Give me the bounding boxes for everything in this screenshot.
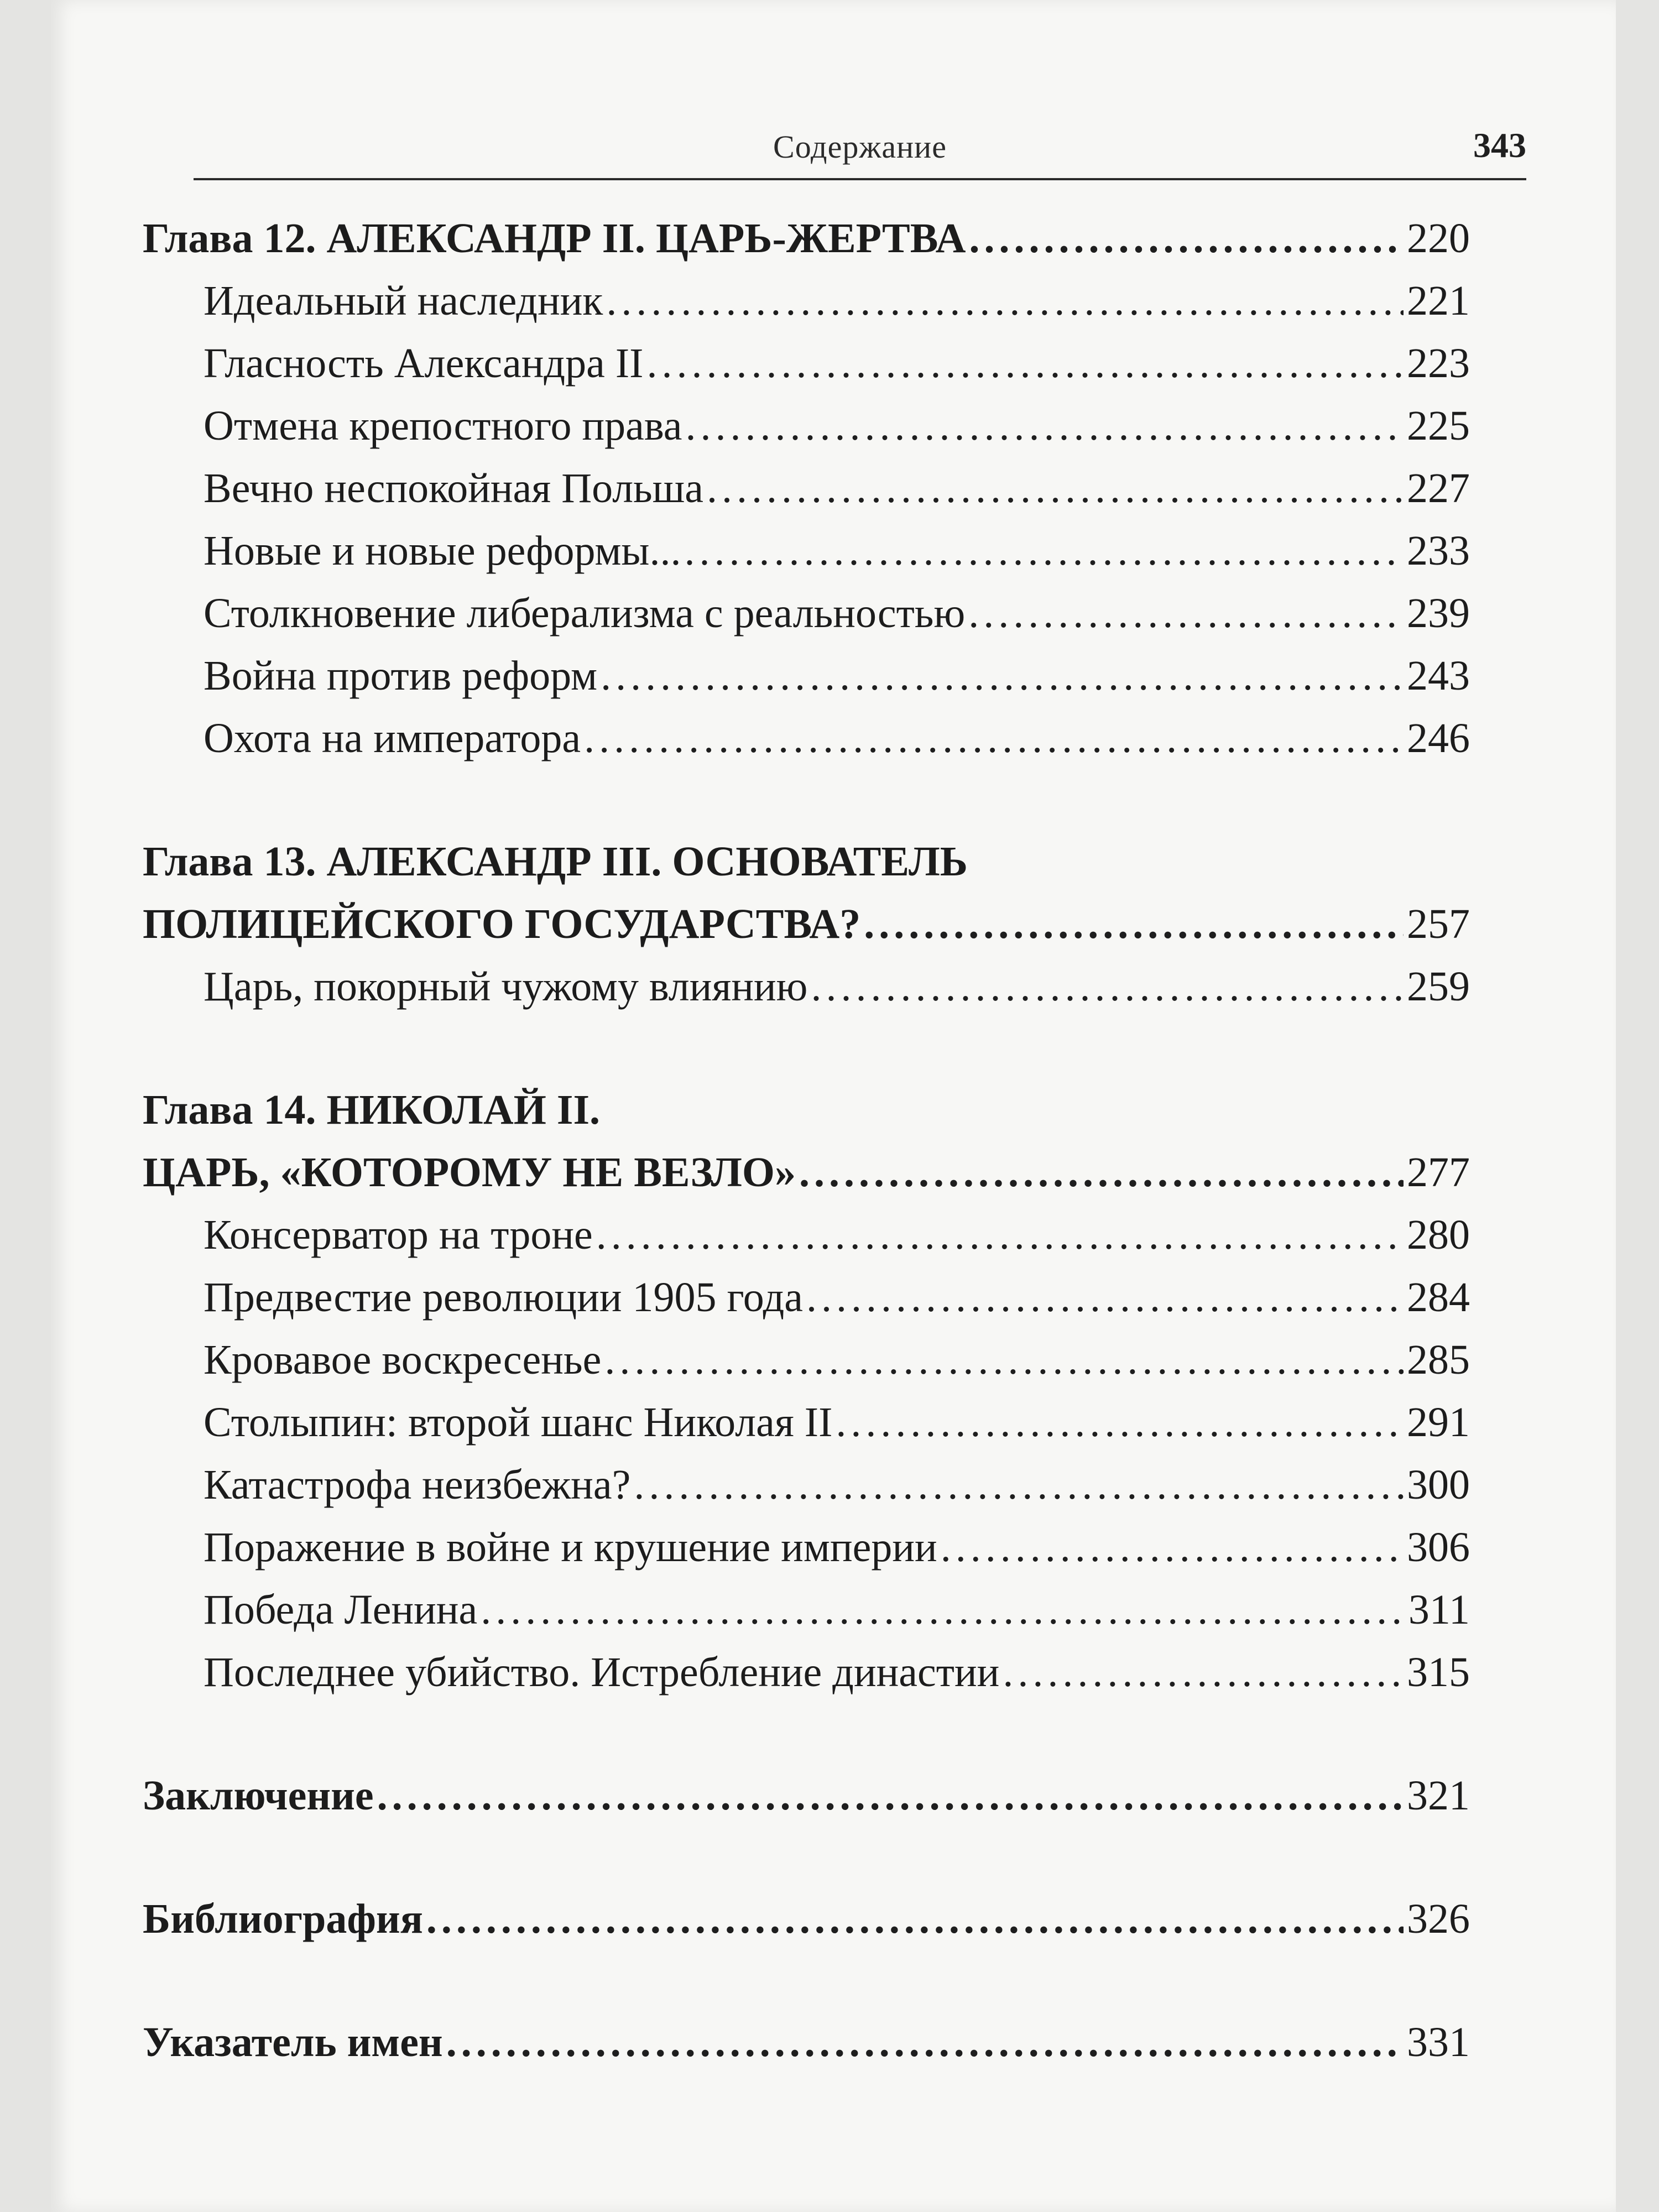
toc-chapter-13 [143,900,1470,963]
toc-page-number: 221 [1407,278,1470,324]
toc-section-label: Война против реформ [204,653,598,699]
toc-chapter-14 [143,1149,1470,1211]
running-header [194,117,1526,180]
toc-page-number: 291 [1407,1399,1470,1446]
toc-page-number: 257 [1407,901,1470,947]
toc-section-label: Царь, покорный чужому влиянию [204,963,808,1010]
toc-leader-dots [811,963,1404,1011]
toc-page-number: 321 [1407,1772,1470,1819]
toc-section [143,1524,1470,1586]
toc-leader-dots [377,1772,1404,1820]
toc-leader-dots [646,340,1404,388]
toc-section [143,402,1470,465]
toc-section-label: Последнее убийство. Истребление династии [204,1649,1000,1695]
toc-chapter-12 [143,215,1470,277]
toc-leader-dots [634,1461,1404,1509]
toc-section-label: Предвестие революции 1905 года [204,1274,804,1321]
toc-section-label: Отмена крепостного права [204,403,682,449]
toc-name-index [143,2018,1470,2081]
toc-section [143,1648,1470,1711]
toc-section [143,714,1470,777]
toc-section [143,1274,1470,1336]
toc-leader-dots [806,1274,1404,1322]
toc-leader-dots [836,1399,1404,1447]
toc-section [143,465,1470,527]
toc-page-number: 300 [1407,1462,1470,1508]
toc-page-number: 227 [1407,465,1470,512]
toc-section [143,1399,1470,1461]
toc-page-number: 223 [1407,340,1470,387]
toc-page-number: 306 [1407,1524,1470,1571]
toc-section [143,1336,1470,1399]
toc-chapter-label: ЦАРЬ, «КОТОРОМУ НЕ ВЕЗЛО» [143,1149,796,1196]
toc-section-label: Поражение в войне и крушение империи [204,1524,937,1571]
toc-leader-dots [707,465,1404,513]
table-of-contents [143,215,1470,2081]
toc-page-number: 311 [1408,1587,1470,1633]
toc-chapter-label: Глава 12. АЛЕКСАНДР II. ЦАРЬ-ЖЕРТВА [143,215,966,262]
toc-leader-dots [1003,1648,1404,1697]
toc-chapter-13-title-line: Глава 13. АЛЕКСАНДР III. ОСНОВАТЕЛЬ [143,838,968,885]
toc-leader-dots [604,1336,1404,1384]
toc-page-number: 284 [1407,1274,1470,1321]
toc-leader-dots [606,277,1404,325]
toc-section-label: Охота на императора [204,715,581,761]
toc-section-label: Столкновение либерализма с реальностью [204,590,966,637]
toc-leader-dots [596,1211,1404,1259]
toc-section [143,340,1470,402]
toc-section-label: Катастрофа неизбежна? [204,1462,631,1508]
toc-page-number: 285 [1407,1337,1470,1383]
toc-leader-dots [968,589,1404,638]
toc-leader-dots [941,1524,1404,1572]
toc-section-label: Новые и новые реформы... [204,528,681,574]
toc-leader-dots [446,2018,1404,2067]
toc-section-label: Победа Ленина [204,1587,478,1633]
toc-page-number: 280 [1407,1212,1470,1258]
header-page-number: 343 [1473,126,1526,165]
toc-page-number: 220 [1407,215,1470,262]
toc-section [143,963,1470,1025]
toc-page-number: 277 [1407,1149,1470,1196]
toc-conclusion [143,1772,1470,1834]
toc-leader-dots [864,900,1404,948]
toc-chapter-label: Указатель имен [143,2019,443,2065]
toc-page-number: 233 [1407,528,1470,574]
toc-section-label: Идеальный наследник [204,278,603,324]
toc-section-label: Консерватор на троне [204,1212,593,1258]
toc-leader-dots [969,215,1404,263]
toc-section-label: Столыпин: второй шанс Николая II [204,1399,833,1446]
toc-chapter-label: Библиография [143,1896,423,1942]
toc-leader-dots [481,1586,1405,1634]
toc-leader-dots [426,1895,1404,1943]
toc-section [143,1211,1470,1274]
toc-leader-dots [685,402,1404,450]
toc-page-number: 315 [1407,1649,1470,1695]
toc-chapter-label: ПОЛИЦЕЙСКОГО ГОСУДАРСТВА? [143,901,861,947]
toc-page-number: 243 [1407,653,1470,699]
header-title: Содержание [773,129,947,165]
toc-bibliography [143,1895,1470,1958]
toc-chapter-14-title-line: Глава 14. НИКОЛАЙ II. [143,1087,601,1133]
toc-page-number: 326 [1407,1896,1470,1942]
toc-section [143,589,1470,652]
toc-section [143,1586,1470,1648]
toc-page-number: 225 [1407,403,1470,449]
toc-section-label: Вечно неспокойная Польша [204,465,703,512]
toc-page-number: 239 [1407,590,1470,637]
toc-section-label: Гласность Александра II [204,340,644,387]
toc-leader-dots [601,652,1404,700]
toc-page-number: 331 [1407,2019,1470,2065]
toc-leader-dots [584,714,1404,763]
toc-section [143,1461,1470,1524]
toc-leader-dots [685,527,1404,575]
toc-page-number: 259 [1407,963,1470,1010]
toc-leader-dots [799,1149,1404,1197]
toc-chapter-label: Заключение [143,1772,374,1819]
toc-section [143,277,1470,340]
toc-section [143,652,1470,714]
toc-page-number: 246 [1407,715,1470,761]
toc-section-label: Кровавое воскресенье [204,1337,602,1383]
toc-section [143,527,1470,589]
